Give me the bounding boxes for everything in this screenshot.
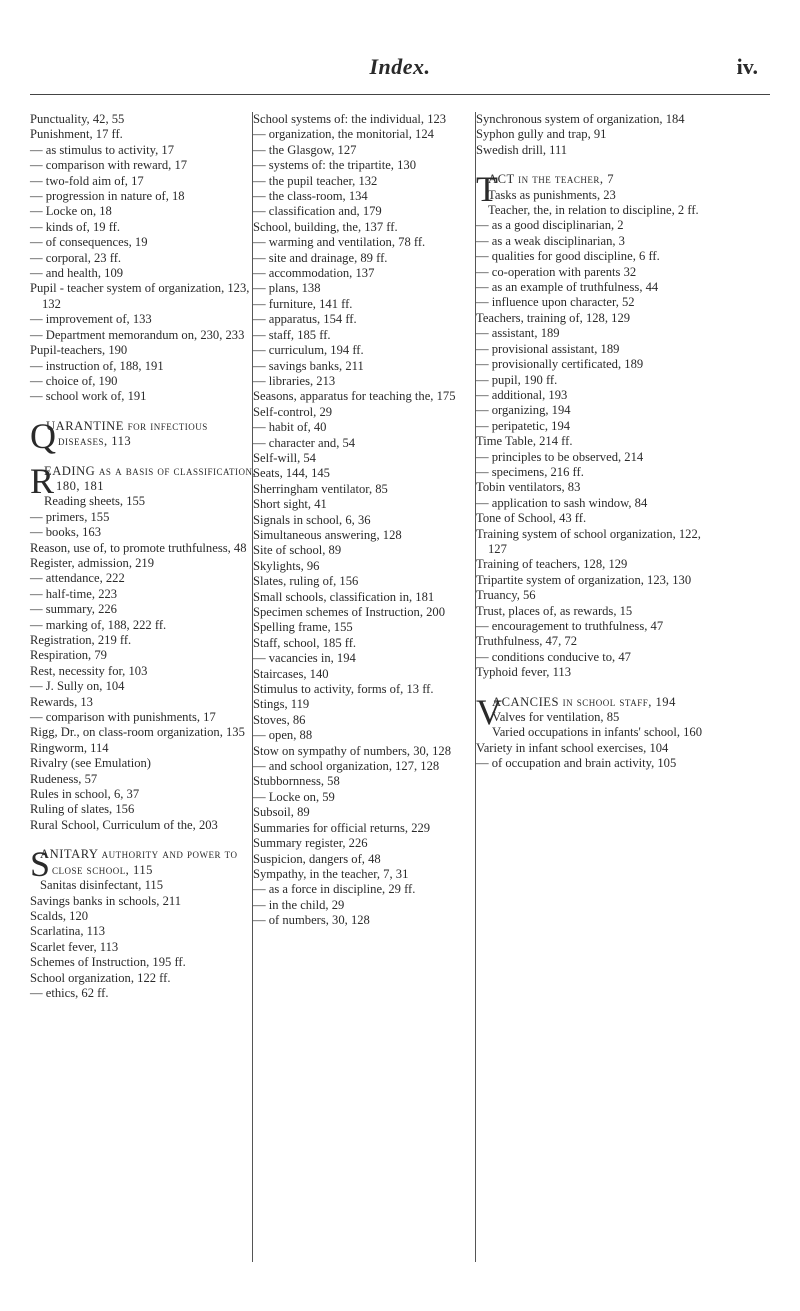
section-lead-text: ANITARY authority and power to close school, 115 — [40, 847, 238, 877]
index-entry: Ruling of slates, 156 — [30, 802, 135, 817]
index-entry: — comparison with punishments, 17 — [30, 710, 216, 725]
index-entry: Short sight, 41 — [253, 497, 327, 512]
index-entry: — apparatus, 154 ff. — [253, 312, 357, 327]
index-entry: Self-will, 54 — [253, 450, 316, 465]
index-entry: — two-fold aim of, 17 — [30, 173, 144, 188]
index-entry: Tobin ventilators, 83 — [476, 480, 581, 495]
index-entry: — as a good disciplinarian, 2 — [476, 218, 624, 233]
index-entry: Scalds, 120 — [30, 908, 89, 923]
index-entry: Reason, use of, to promote truthfulness, 48 — [30, 540, 247, 555]
index-entry: — additional, 193 — [476, 387, 568, 402]
index-entry: — application to sash window, 84 — [476, 495, 648, 510]
index-entry: — progression in nature of, 18 — [30, 189, 185, 204]
index-entry: — provisional assistant, 189 — [476, 341, 620, 356]
index-entry: — corporal, 23 ff. — [30, 250, 122, 265]
index-entry: School organization, 122 ff. — [30, 970, 171, 985]
index-entry: Teacher, the, in relation to discipline, 2 ff. — [488, 203, 699, 218]
index-entry: — pupil, 190 ff. — [476, 372, 558, 387]
index-entry: — organizing, 194 — [476, 403, 571, 418]
index-entry: — ethics, 62 ff. — [30, 985, 109, 1000]
index-entry: Stoves, 86 — [253, 712, 306, 727]
header-rule — [30, 94, 770, 95]
index-entry: Training system of school organization, 122, 127 — [476, 526, 701, 556]
index-entry: — curriculum, 194 ff. — [253, 343, 364, 358]
index-entry: Simultaneous answering, 128 — [253, 527, 402, 542]
index-entry: — the pupil teacher, 132 — [253, 173, 378, 188]
index-entry: — co-operation with parents 32 — [476, 264, 637, 279]
index-entry: Suspicion, dangers of, 48 — [253, 851, 381, 866]
index-entry: — summary, 226 — [30, 602, 117, 617]
index-entry: — the class-room, 134 — [253, 189, 368, 204]
index-entry: — warming and ventilation, 78 ff. — [253, 235, 426, 250]
index-entry: Savings banks in schools, 211 — [30, 893, 182, 908]
section-lead-text: ACT in the teacher, 7 — [488, 172, 614, 187]
index-entry: Rest, necessity for, 103 — [30, 663, 148, 678]
index-entry: Truancy, 56 — [476, 588, 536, 603]
index-entry: — the Glasgow, 127 — [253, 142, 357, 157]
index-entry: — school work of, 191 — [30, 389, 147, 404]
index-entry: Swedish drill, 111 — [476, 142, 568, 157]
index-entry: Schemes of Instruction, 195 ff. — [30, 955, 186, 970]
index-entry: Typhoid fever, 113 — [476, 665, 572, 680]
index-entry: Punctuality, 42, 55 — [30, 112, 125, 126]
index-entry: Scarlatina, 113 — [30, 924, 106, 939]
index-entry: — as stimulus to activity, 17 — [30, 142, 175, 157]
drop-cap-initial: V — [476, 691, 502, 732]
index-entry: Tripartite system of organization, 123, 130 — [476, 572, 692, 587]
drop-cap-initial: Q — [30, 415, 56, 456]
index-entry: — and school organization, 127, 128 — [253, 759, 440, 774]
index-entry: Sherringham ventilator, 85 — [253, 481, 388, 496]
index-entry: Sympathy, in the teacher, 7, 31 — [253, 866, 409, 881]
index-entry: Tasks as punishments, 23 — [488, 187, 616, 202]
index-entry: — encouragement to truthfulness, 47 — [476, 619, 664, 633]
index-entry: — plans, 138 — [253, 281, 321, 296]
index-entry: — of occupation and brain activity, 105 — [476, 756, 677, 771]
index-entry: — books, 163 — [30, 525, 102, 540]
index-entry: — improvement of, 133 — [30, 312, 152, 327]
index-entry: — as a force in discipline, 29 ff. — [253, 882, 416, 897]
index-column-1 — [30, 112, 264, 1262]
index-entry: — as a weak disciplinarian, 3 — [476, 233, 625, 248]
drop-cap-initial: T — [476, 169, 498, 210]
index-entry: Training of teachers, 128, 129 — [476, 557, 628, 572]
index-entry: — staff, 185 ff. — [253, 327, 331, 342]
index-entry: Self-control, 29 — [253, 404, 333, 419]
index-entry: — primers, 155 — [30, 509, 110, 524]
index-entry: — Locke on, 18 — [30, 204, 112, 219]
index-section — [30, 844, 258, 885]
index-entry: Reading sheets, 155 — [44, 494, 146, 509]
index-entry: — systems of: the tripartite, 130 — [253, 158, 416, 173]
index-entry: — organization, the monitorial, 124 — [253, 127, 434, 142]
index-entry: Truthfulness, 47, 72 — [476, 634, 577, 649]
index-entry: School, building, the, 137 ff. — [253, 219, 398, 234]
index-entry: — accommodation, 137 — [253, 266, 375, 281]
index-entry: Subsoil, 89 — [253, 805, 310, 820]
index-entry: Stubbornness, 58 — [253, 774, 340, 789]
index-entry: Rewards, 13 — [30, 694, 93, 709]
index-entry: School systems of: the individual, 123 — [253, 112, 447, 126]
index-entry: — habit of, 40 — [253, 420, 327, 435]
index-entry: Syphon gully and trap, 91 — [476, 127, 607, 142]
index-entry: — vacancies in, 194 — [253, 651, 356, 666]
index-entry: — specimens, 216 ff. — [476, 464, 584, 479]
section-lead-text: EADING as a basis of classification, 180, 181 — [44, 463, 257, 493]
index-entry: — attendance, 222 — [30, 571, 125, 586]
index-entry: Stings, 119 — [253, 697, 310, 712]
index-entry: Teachers, training of, 128, 129 — [476, 310, 631, 325]
index-entry: Register, admission, 219 — [30, 555, 155, 570]
index-entry: — libraries, 213 — [253, 373, 336, 388]
index-entry: — provisionally certificated, 189 — [476, 357, 644, 372]
index-entry: — J. Sully on, 104 — [30, 679, 125, 694]
index-entry: Summaries for official returns, 229 — [253, 820, 431, 835]
index-entry: Rudeness, 57 — [30, 771, 98, 786]
index-entry: — comparison with reward, 17 — [30, 158, 188, 173]
index-entry: — of consequences, 19 — [30, 235, 148, 250]
page-header — [30, 44, 770, 84]
index-entry: — principles to be observed, 214 — [476, 449, 644, 464]
index-entry: Synchronous system of organization, 184 — [476, 112, 685, 126]
index-entry: Stow on sympathy of numbers, 30, 128 — [253, 743, 451, 758]
index-entry: — conditions conducive to, 47 — [476, 649, 631, 664]
index-entry: — furniture, 141 ff. — [253, 296, 353, 311]
index-entry: — Department memorandum on, 230, 233 — [30, 327, 245, 342]
index-entry: Pupil-teachers, 190 — [30, 343, 128, 358]
index-entry: Staircases, 140 — [253, 666, 329, 681]
section-lead-text: UARANTINE for infectious diseases, 113 — [46, 418, 208, 449]
index-entry: — instruction of, 188, 191 — [30, 358, 164, 373]
index-entry: — of numbers, 30, 128 — [253, 913, 370, 928]
index-entry-with-initial — [30, 415, 258, 456]
index-entry: Tone of School, 43 ff. — [476, 511, 587, 526]
index-entry: Pupil - teacher system of organization, 123, 132 — [30, 281, 250, 311]
index-entry: — and health, 109 — [30, 266, 124, 281]
index-entry: Spelling frame, 155 — [253, 620, 353, 635]
index-entry: — half-time, 223 — [30, 586, 118, 601]
index-entry: Trust, places of, as rewards, 15 — [476, 603, 633, 618]
index-entry: Site of school, 89 — [253, 543, 342, 558]
drop-cap-initial: S — [30, 844, 51, 885]
index-entry: — site and drainage, 89 ff. — [253, 250, 388, 265]
index-entry: Rivalry (see Emulation) — [30, 756, 152, 771]
index-entry: — choice of, 190 — [30, 373, 118, 388]
index-entry: Valves for ventilation, 85 — [492, 710, 620, 725]
index-entry: Time Table, 214 ff. — [476, 434, 573, 449]
index-entry: Rigg, Dr., on class-room organization, 135 — [30, 725, 245, 740]
index-entry: Staff, school, 185 ff. — [253, 635, 357, 650]
index-entry: Small schools, classification in, 181 — [253, 589, 435, 604]
index-entry: Rules in school, 6, 37 — [30, 787, 140, 802]
index-entry: Signals in school, 6, 36 — [253, 512, 371, 527]
index-entry: Punishment, 17 ff. — [30, 127, 123, 142]
section-lead-text: ACANCIES in school staff, 194 — [492, 694, 676, 709]
index-column-3 — [476, 112, 710, 1262]
index-entry: — kinds of, 19 ff. — [30, 219, 121, 234]
index-entry: Slates, ruling of, 156 — [253, 574, 359, 589]
index-entry: — classification and, 179 — [253, 204, 382, 219]
index-entry: Specimen schemes of Instruction, 200 — [253, 605, 446, 619]
index-entry: Sanitas disinfectant, 115 — [40, 878, 164, 893]
drop-cap-initial: R — [30, 460, 55, 501]
index-entry: Summary register, 226 — [253, 836, 368, 851]
index-entry: — assistant, 189 — [476, 326, 560, 341]
index-entry: — marking of, 188, 222 ff. — [30, 617, 167, 632]
index-entry: Varied occupations in infants' school, 160 — [492, 725, 703, 740]
index-section — [30, 460, 258, 501]
index-entry: — influence upon character, 52 — [476, 295, 635, 310]
index-entry: — character and, 54 — [253, 435, 356, 450]
index-entry: Respiration, 79 — [30, 648, 107, 663]
index-entry: Skylights, 96 — [253, 558, 320, 573]
index-entry: Rural School, Curriculum of the, 203 — [30, 817, 218, 832]
index-entry-with-initial — [30, 844, 258, 885]
index-entry: — Locke on, 59 — [253, 789, 335, 804]
index-entry: — as an example of truthfulness, 44 — [476, 280, 659, 295]
index-section — [30, 415, 258, 456]
index-entry: — in the child, 29 — [253, 897, 345, 912]
index-entry: — open, 88 — [253, 728, 313, 743]
index-entry: — savings banks, 211 — [253, 358, 364, 373]
index-entry: — qualities for good discipline, 6 ff. — [476, 249, 660, 264]
index-column-2 — [253, 112, 487, 1262]
index-entry: Scarlet fever, 113 — [30, 939, 119, 954]
index-columns — [30, 112, 778, 1262]
index-entry: Ringworm, 114 — [30, 740, 109, 755]
index-entry: Registration, 219 ff. — [30, 633, 132, 647]
index-entry: Seats, 144, 145 — [253, 466, 330, 481]
index-entry: Stimulus to activity, forms of, 13 ff. — [253, 682, 434, 697]
page-title: Index. — [369, 54, 431, 79]
page-number: iv. — [736, 54, 758, 79]
index-entry: Variety in infant school exercises, 104 — [476, 740, 669, 755]
index-entry-with-initial — [30, 460, 258, 501]
index-entry: Seasons, apparatus for teaching the, 175 — [253, 389, 456, 404]
index-entry: — peripatetic, 194 — [476, 418, 571, 433]
